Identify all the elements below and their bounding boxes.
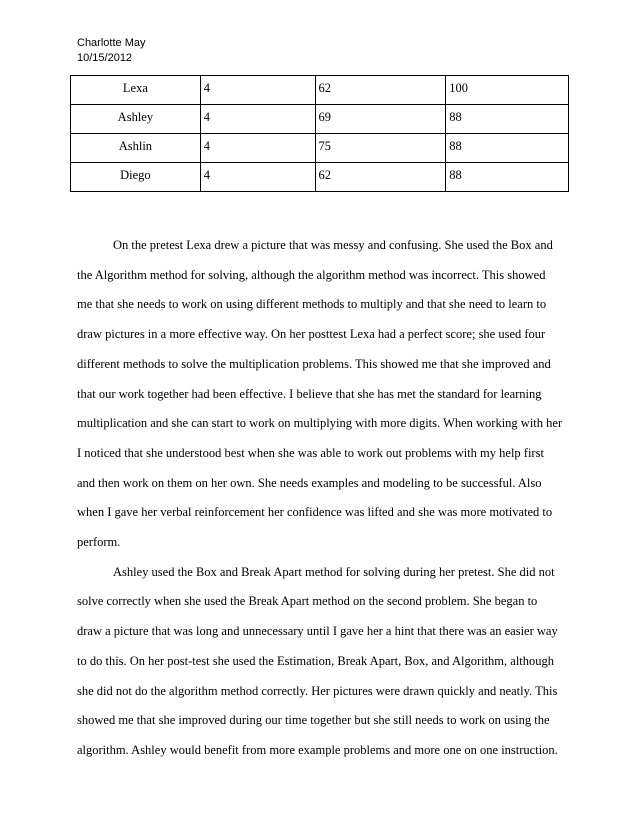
table-cell: 4 xyxy=(200,105,315,134)
text-line: Ashley used the Box and Break Apart method for solving during her pretest. She did not xyxy=(113,564,555,579)
table-cell: 75 xyxy=(315,134,446,163)
paragraph-lexa xyxy=(77,231,569,558)
text-line: when I gave her verbal reinforcement her confidence was lifted and she was more motivated to xyxy=(77,505,553,520)
document-header xyxy=(77,36,145,66)
table-cell: 62 xyxy=(315,76,446,105)
table-cell: 4 xyxy=(200,163,315,192)
student-name-cell: Ashlin xyxy=(71,134,201,163)
text-line: algorithm. Ashley would benefit from more example problems and more one on one instruction. xyxy=(77,742,558,757)
student-name-cell: Ashley xyxy=(71,105,201,134)
text-line: draw a picture that was long and unnecessary until I gave her a hint that there was an easier way xyxy=(77,624,558,639)
text-line: I noticed that she understood best when she was able to work out problems with my help first xyxy=(77,445,544,460)
text-line: multiplication and she can start to work on multiplying with more digits. When working with her xyxy=(77,416,563,431)
table-cell: 4 xyxy=(200,134,315,163)
table-cell: 88 xyxy=(446,163,569,192)
table-row xyxy=(71,134,569,163)
table-cell: 88 xyxy=(446,134,569,163)
paragraph-ashley xyxy=(77,558,569,766)
document-date: 10/15/2012 xyxy=(77,52,133,64)
text-line: solve correctly when she used the Break Apart method on the second problem. She began to xyxy=(77,594,538,609)
author-name: Charlotte May xyxy=(77,37,146,49)
table-row xyxy=(71,163,569,192)
text-line: the Algorithm method for solving, although the algorithm method was incorrect. This showed xyxy=(77,267,546,282)
text-line: perform. xyxy=(77,535,121,550)
text-line: On the pretest Lexa drew a picture that was messy and confusing. She used the Box and xyxy=(113,238,553,252)
text-line: different methods to solve the multiplication problems. This showed me that she improved and xyxy=(77,356,551,371)
table-cell: 88 xyxy=(446,105,569,134)
text-line: she did not do the algorithm method correctly. Her pictures were drawn quickly and neatly. This xyxy=(77,683,558,698)
table-cell: 69 xyxy=(315,105,446,134)
table-row xyxy=(71,76,569,105)
text-line: showed me that she improved during our time together but she still needs to work on using the xyxy=(77,713,550,728)
body-text xyxy=(77,231,569,766)
student-name-cell: Diego xyxy=(71,163,201,192)
table-cell: 62 xyxy=(315,163,446,192)
text-line: to do this. On her post-test she used the Estimation, Break Apart, Box, and Algorithm, although xyxy=(77,653,555,668)
text-line: and then work on them on her own. She needs examples and modeling to be successful. Also xyxy=(77,475,542,490)
student-name-cell: Lexa xyxy=(71,76,201,105)
text-line: me that she needs to work on using different methods to multiply and that she need to learn to xyxy=(77,297,547,312)
table-cell: 100 xyxy=(446,76,569,105)
text-line: that our work together had been effective. I believe that she has met the standard for learning xyxy=(77,386,542,401)
text-line: draw pictures in a more effective way. On her posttest Lexa had a perfect score; she used four xyxy=(77,327,546,342)
scores-table xyxy=(70,75,569,192)
table-row xyxy=(71,105,569,134)
table-cell: 4 xyxy=(200,76,315,105)
